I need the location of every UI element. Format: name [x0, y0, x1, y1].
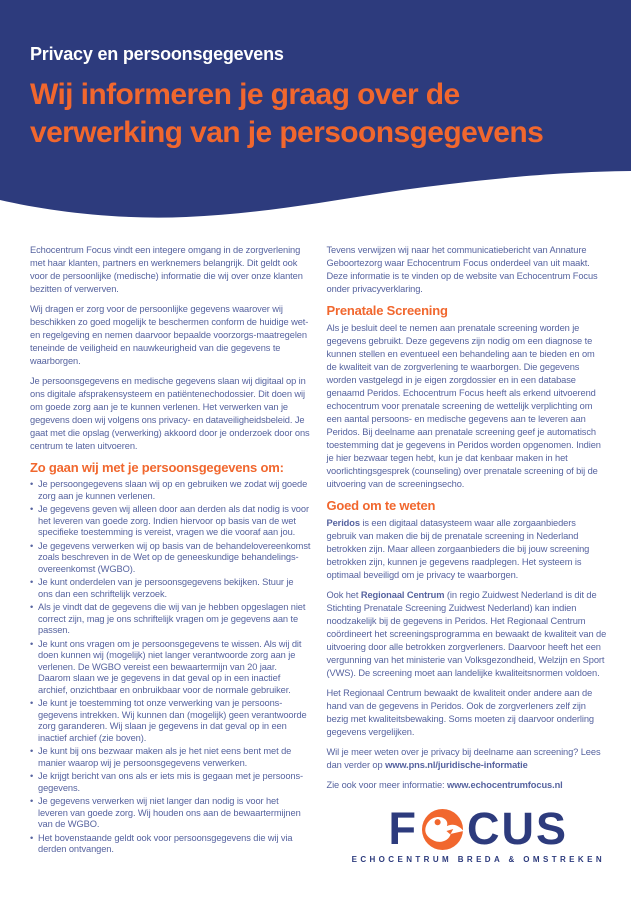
regionaal-centrum-term: Regionaal Centrum — [360, 590, 445, 600]
list-item: • Als je vindt dat de gegevens die wij van je hebben opgeslagen niet correct zijn, mag je ons schriftelijk vragen om je gegevens aan te passen. — [30, 602, 311, 637]
logo-letters-cus: CUS — [467, 803, 569, 854]
regionaal-text: (in regio Zuidwest Nederland is dit de Stichting Prenatale Screening Zuidwest Nederland) kan indien noodzakelijk bij de gegevens in Peridos. Het Regionaal Centrum coördineert het screeningsprogramma en bewaakt de kwaliteit van de uitvoering door alle betrokken zorgverleners. Daarvoor heeft het een vergunning van het ministerie van Volksgezondheid, Welzijn en Sport (VWS). De screening moet aan landelijke kwaliteitsnormen voldoen. — [326, 590, 607, 678]
website-text: Zie ook voor meer informatie: — [326, 780, 447, 790]
logo-letter-f: F — [388, 803, 419, 854]
focus-website-link[interactable]: www.echocentrumfocus.nl — [447, 780, 563, 790]
intro-paragraph-2: Wij dragen er zorg voor de persoonlijke gegevens waarover wij beschikken zo goed mogelijk te beschermen conform de huidige wet- en regelgeving en nemen daarvoor bepaalde voorzorgs-maatregelen teneinde de veiligheid en nauwkeurigheid van die gegevens te waarborgen. — [30, 304, 309, 366]
peridos-paragraph — [327, 517, 608, 582]
annature-paragraph: Tevens verwijzen wij naar het communicatiebericht van Annature Geboortezorg waar Echocentrum Focus onderdeel van uit maakt. Deze informatie is te vinden op de website van Echocentrum Focus onder privacyverklaring. — [326, 245, 598, 294]
more-info-text: Wil je meer weten over je privacy bij deelname aan screening? Lees dan verder op — [326, 747, 601, 770]
logo-subtitle: ECHOCENTRUM BREDA & OMSTREKEN — [351, 855, 605, 864]
list-item: • Het bovenstaande geldt ook voor persoonsgegevens die wij via derden ontvangen. — [30, 833, 311, 856]
list-item: • Je kunt ons vragen om je persoonsgegevens te wissen. Als wij dit doen kunnen wij (mogelijk) niet langer verantwoorde zorg aan je verlenen. De WGBO vereist een bewaartermijn van 20 jaar. Daarom slaan we je gegevens in dat geval op in een inactief archief, onzichtbaar en onbruikbaar voor de normale gebruiker. — [30, 639, 311, 697]
page-title-line2: verwerking van je persoonsgegevens — [30, 116, 544, 149]
more-info-paragraph — [327, 746, 608, 772]
list-item: • Je krijgt bericht van ons als er iets mis is gegaan met je persoons-gegevens. — [30, 771, 311, 794]
header-banner — [0, 0, 631, 222]
list-item: • Je kunt onderdelen van je persoonsgegevens bekijken. Stuur je ons dan een schriftelijk verzoek. — [30, 577, 311, 600]
prenatale-screening-paragraph: Als je besluit deel te nemen aan prenatale screening worden je gegevens gebruikt. Deze gegevens zijn nodig om een diagnose te kunnen stellen en eventueel een behandeling aan te bieden en om de kwaliteit van de zorgverlening te waarborgen. Die gegevens worden vastgelegd in je eigen zorgdossier en in een database genaamd Peridos. Echocentrum Focus heeft als erkend uitvoerend echocentrum voor prenatale screening de wettelijk verplichting om een aantal persoons- en medische gegevens aan te leveren aan Peridos. Bij deelname aan prenatale screening geef je automatisch toestemming dat je gegevens in Peridos worden opgenomen. Indien je hier bezwaar tegen hebt, kun je dat kenbaar maken in het voorlichtingsgesprek (counseling) over prenatale screening of bij de uitvoering van de screeningsecho. — [326, 323, 601, 489]
privacy-bullet-list — [30, 479, 311, 856]
website-paragraph — [327, 779, 608, 792]
list-item: • Je gegevens geven wij alleen door aan derden als dat nodig is voor het leveren van goede zorg. Indien hiervoor op basis van de wet specifieke toestemming is vereist, vragen we die vooraf aan jou. — [30, 504, 311, 539]
peridos-term: Peridos — [326, 518, 360, 528]
content-columns — [30, 244, 607, 864]
kwaliteit-paragraph: Het Regionaal Centrum bewaakt de kwaliteit onder andere aan de hand van de gegevens in Peridos. Ook de zorgverleners zelf zijn bezig met kwaliteitsbewaking. Soms moeten zij daarvoor onderling gegevens vergelijken. — [326, 688, 594, 737]
intro-paragraph-3: Je persoonsgegevens en medische gegevens slaan wij digitaal op in ons digitale afsprakensysteem en patiëntenechodossier. Dit doen wij om goede zorg aan je te kunnen verlenen. Het verwerken van je gegevens doen wij volgens ons privacy- en dataveiligheidsbeleid. Je gaat met die opslag (verwerking) akkoord door je onderzoek door ons centrum te laten uitvoeren. — [30, 376, 310, 451]
intro-paragraph-1: Echocentrum Focus vindt een integere omgang in de zorgverlening met haar klanten, partners en werknemers belangrijk. Dit geldt ook voor de persoonlijke (medische) informatie die wij over onze klanten bezitten of verwerven. — [30, 245, 303, 294]
left-column — [30, 244, 311, 864]
page-title — [30, 76, 543, 152]
focus-logo-word — [388, 803, 569, 854]
fetus-icon — [421, 808, 464, 851]
focus-logo — [351, 803, 605, 864]
goed-om-te-weten-heading: Goed om te weten — [326, 498, 436, 513]
list-item: • Je gegevens verwerken wij op basis van de behandelovereenkomst zoals beschreven in de Wet op de geneeskundige behandelings-overeenkomst (WGBO). — [30, 541, 311, 576]
header-kicker: Privacy en persoonsgegevens — [30, 44, 284, 64]
list-item: • Je gegevens verwerken wij niet langer dan nodig is voor het leveren van goede zorg. Wij houden ons aan de bewaartermijnen van de WGBO. — [30, 796, 311, 831]
regionaal-centrum-paragraph — [327, 589, 608, 680]
page-title-line1: Wij informeren je graag over de — [30, 78, 460, 111]
peridos-text: is een digitaal datasysteem waar alle zorgaanbieders gebruik van maken die bij de prenatale screening in Nederland betrokken zijn. Maar alleen zorgaanbieders die bij jouw screening betrokken zijn, kunnen je gegevens raadplegen. Het systeem is optimaal beveiligd om je privacy te waarborgen. — [326, 518, 590, 580]
list-item: • Je kunt je toestemming tot onze verwerking van je persoons-gegevens intrekken. Wij kunnen dan (mogelijk) geen verantwoorde zorg garanderen. Wij slaan je gegevens in dat geval op in een inactief archief (zie boven). — [30, 698, 311, 744]
regionaal-pre-text: Ook het — [326, 590, 361, 600]
list-item: • Je kunt bij ons bezwaar maken als je het niet eens bent met de manier waarop wij je persoonsgegevens verwerken. — [30, 746, 311, 769]
right-column — [327, 244, 608, 864]
prenatale-screening-heading: Prenatale Screening — [326, 303, 448, 318]
list-item: • Je persoongegevens slaan wij op en gebruiken we zodat wij goede zorg aan je kunnen verlenen. — [30, 479, 311, 502]
bullets-heading: Zo gaan wij met je persoonsgegevens om: — [30, 460, 284, 475]
pns-link[interactable]: www.pns.nl/juridische-informatie — [385, 760, 528, 770]
